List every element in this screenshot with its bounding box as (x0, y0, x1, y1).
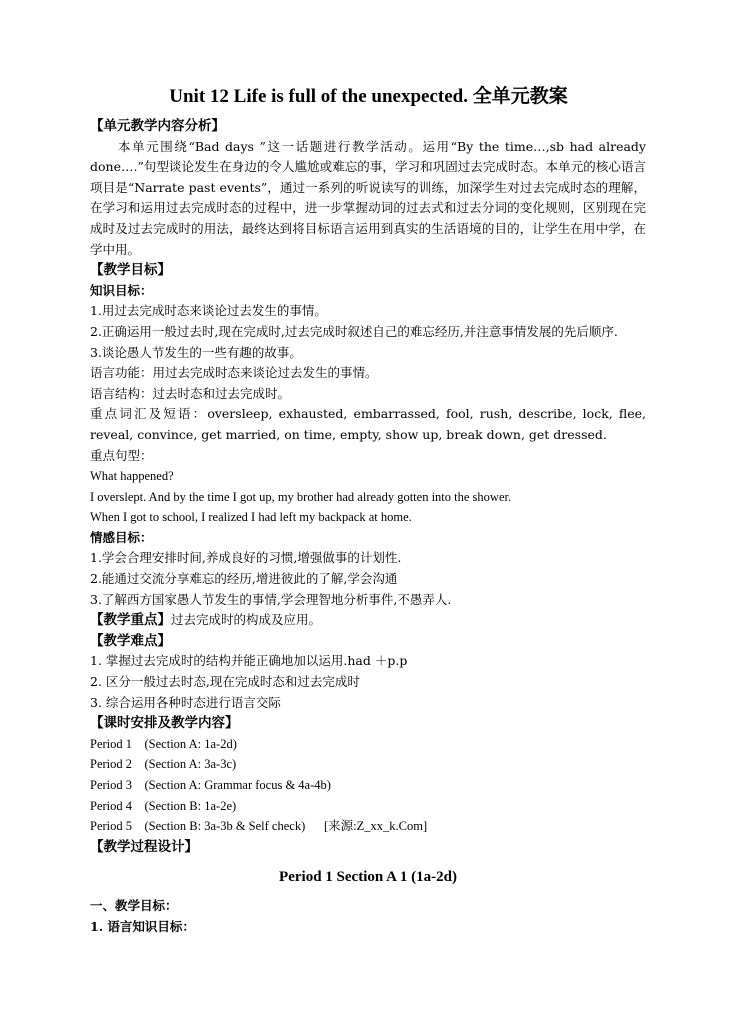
sentence-heading: 重点句型： (90, 447, 153, 463)
emotion-item: 1.学会合理安排时间,养成良好的习惯,增强做事的计划性. (90, 550, 402, 566)
document-body (90, 116, 646, 937)
period-content: (Section A: Grammar focus & 4a-4b) (144, 778, 331, 792)
section-heading-schedule: 【课时安排及教学内容】 (90, 715, 239, 732)
section-heading-analysis: 【单元教学内容分析】 (90, 118, 225, 134)
focus-label: 【教学重点】 (90, 612, 171, 629)
knowledge-item: 2.正确运用一般过去时,现在完成时,过去完成时叙述自己的难忘经历,并注意事情发展的先后顺序. (90, 323, 618, 339)
section-heading-difficulty: 【教学难点】 (90, 632, 171, 649)
period-label: Period 2 (90, 757, 133, 772)
period-label: Period 4 (90, 798, 133, 813)
period1-title: Period 1 Section A 1 (1a-2d) (279, 869, 457, 886)
period-content: (Section A: 1a-2d) (144, 736, 237, 751)
teaching-goal-heading: 一、教学目标： (90, 897, 178, 913)
section-heading-goals: 【教学目标】 (90, 262, 171, 279)
document-title: Unit 12 Life is full of the unexpected. 全单元教案 (169, 86, 568, 107)
emotion-heading: 情感目标： (90, 529, 153, 545)
period-label: Period 1 (90, 736, 133, 751)
emotion-item: 3.了解西方国家愚人节发生的事情,学会理智地分析事件,不愚弄人. (90, 591, 452, 607)
analysis-paragraph: 本单元围绕“Bad days ”这一话题进行教学活动。运用“By the time…,sb had already done….”句型谈论发生在身边的令人尴尬或难忘的事，学习和巩固过去完成时态。本单元的核心语言项目是“Narrate past events”，通过一系列的听说读写的训练，加深学生对过去完成时态的理解，在学习和运用过去完成时态的过程中，进一步掌握动词的过去式和过去分词的变化规则，区别现在完成时及过去完成时的用法，最终达到将目标语言运用到真实的生活语境的目的，让学生在用中学，在学中用。 (90, 138, 646, 257)
key-sentence: I overslept. And by the time I got up, my brother had already gotten into the shower. (90, 489, 512, 504)
key-sentence: What happened? (90, 469, 174, 484)
difficulty-item: 1. 掌握过去完成时的结构并能正确地加以运用.had ＋p.p (90, 653, 408, 669)
key-sentence: When I got to school, I realized I had left my backpack at home. (90, 510, 412, 525)
section-heading-process: 【教学过程设计】 (90, 838, 198, 855)
period-content: (Section B: 1a-2e) (144, 798, 237, 813)
language-function: 语言功能：用过去完成时态来谈论过去发生的事情。 (90, 365, 378, 381)
period-row (90, 816, 646, 837)
knowledge-item: 3.谈论愚人节发生的一些有趣的故事。 (90, 344, 302, 360)
period-label: Period 3 (90, 778, 133, 792)
difficulty-item: 2. 区分一般过去时态,现在完成时态和过去完成时 (90, 674, 360, 690)
period-row (90, 754, 646, 775)
period-row (90, 775, 646, 796)
emotion-item: 2.能通过交流分享难忘的经历,增进彼此的了解,学会沟通 (90, 571, 398, 587)
knowledge-item: 1.用过去完成时态来谈论过去发生的事情。 (90, 303, 327, 319)
period-content: (Section B: 3a-3b & Self check) [来源:Z_xx_k.Com] (144, 819, 428, 834)
teaching-focus (90, 610, 646, 631)
period-content: (Section A: 3a-3c) (144, 757, 237, 772)
period-row (90, 734, 646, 755)
key-vocabulary: 重点词汇及短语：oversleep, exhausted, embarrassed, fool, rush, describe, lock, flee, reveal, convince, get married, on time, empty, show up, break down, get dressed. (90, 406, 646, 442)
knowledge-heading: 知识目标： (90, 282, 153, 298)
language-knowledge-goal: 1. 语言知识目标： (90, 918, 195, 934)
focus-text: 过去完成时的构成及应用。 (171, 612, 322, 628)
period-row (90, 796, 646, 817)
difficulty-item: 3. 综合运用各种时态进行语言交际 (90, 694, 281, 710)
period-label: Period 5 (90, 819, 133, 834)
language-structure: 语言结构：过去时态和过去完成时。 (90, 385, 291, 401)
